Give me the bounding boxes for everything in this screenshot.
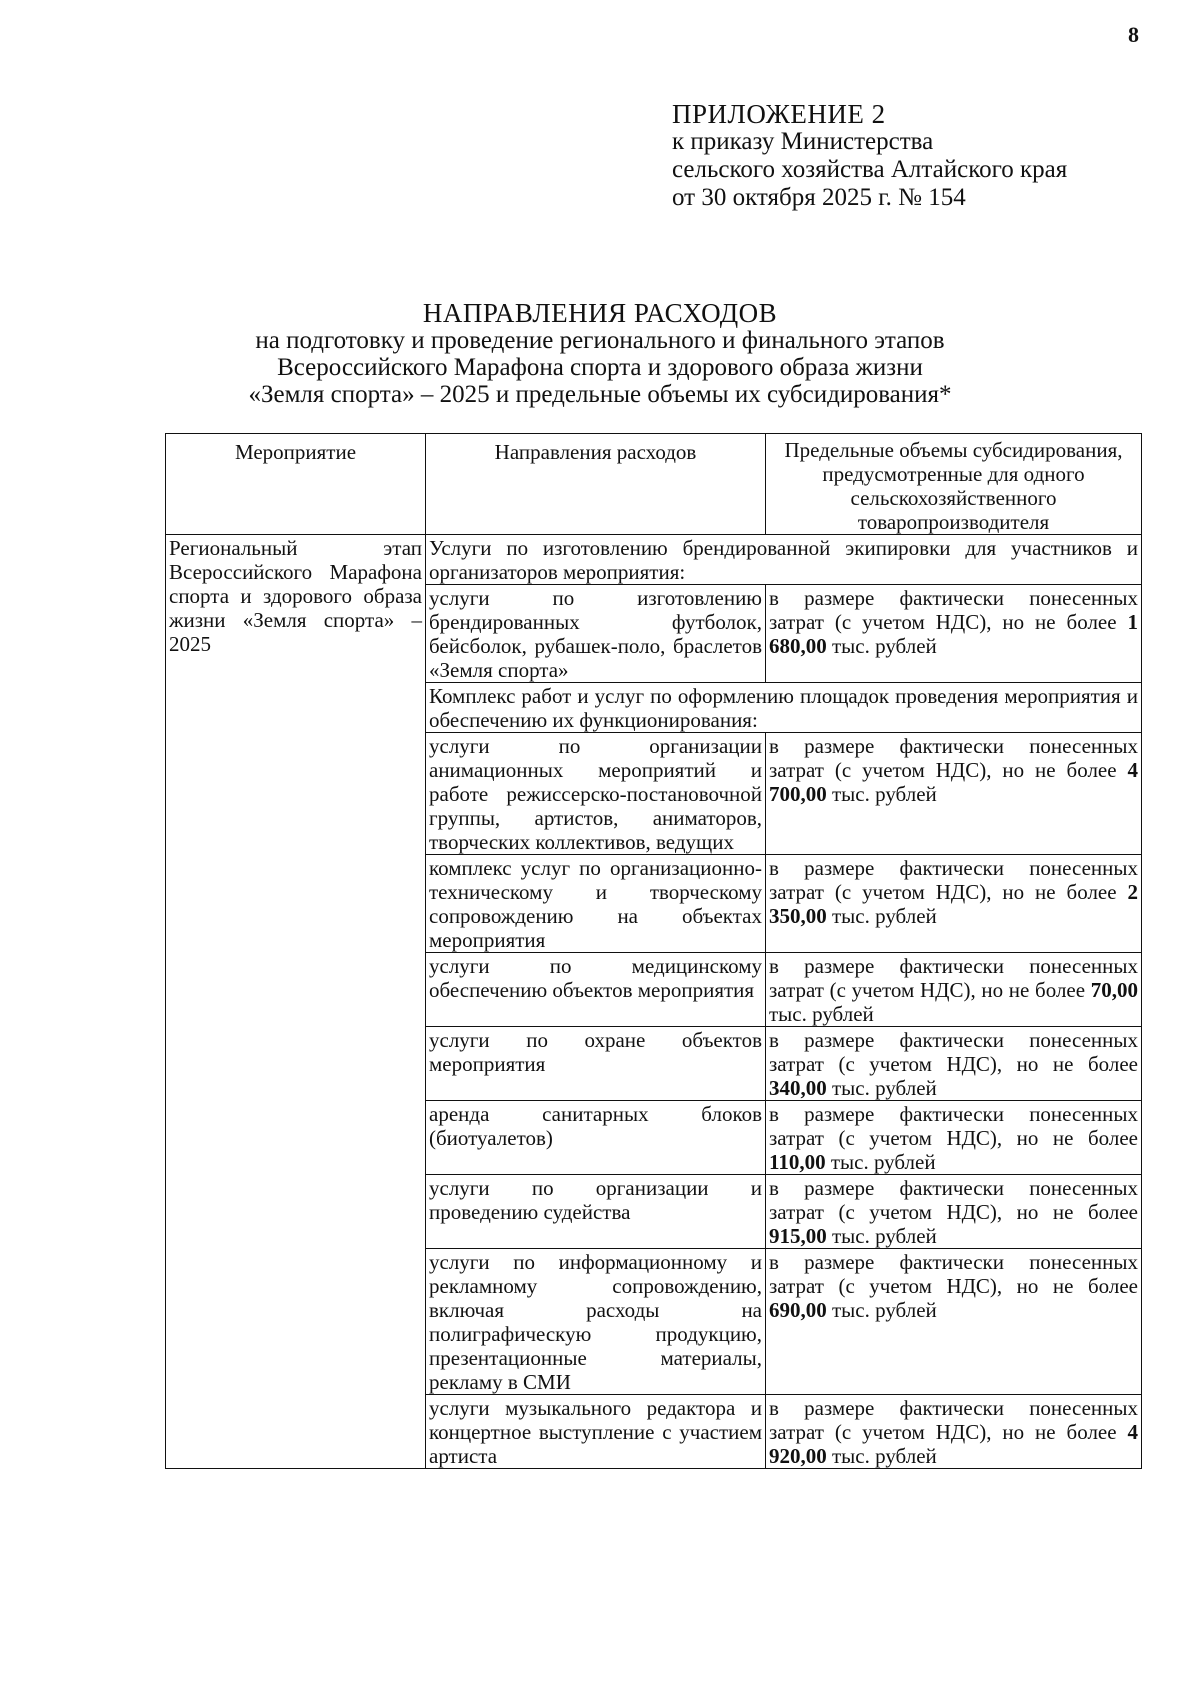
limit-prefix: в размере фактически понесенных затрат (с учетом НДС), но не более xyxy=(769,586,1138,634)
limit-suffix: тыс. рублей xyxy=(832,634,937,658)
service-cell: аренда санитарных блоков (биотуалетов) xyxy=(426,1101,766,1175)
service-cell: услуги по медицинскому обеспечению объектов мероприятия xyxy=(426,953,766,1027)
limit-cell xyxy=(766,1175,1142,1249)
header-direction: Направления расходов xyxy=(426,434,766,535)
limit-prefix: в размере фактически понесенных затрат (с учетом НДС), но не более xyxy=(769,1176,1138,1224)
limit-suffix: тыс. рублей xyxy=(832,1076,937,1100)
heading-line-3: «Земля спорта» – 2025 и предельные объемы их субсидирования* xyxy=(248,381,952,408)
document-heading xyxy=(150,300,1050,408)
limit-prefix: в размере фактически понесенных затрат (с учетом НДС), но не более xyxy=(769,1102,1138,1150)
limit-cell xyxy=(766,1395,1142,1469)
service-cell: услуги по организации и проведению судейства xyxy=(426,1175,766,1249)
limit-prefix: в размере фактически понесенных затрат (с учетом НДС), но не более xyxy=(769,1028,1138,1076)
limit-cell xyxy=(766,733,1142,855)
limit-cell xyxy=(766,953,1142,1027)
group-cell-2: Комплекс работ и услуг по оформлению площадок проведения мероприятия и обеспечению их функционирования: xyxy=(426,683,1142,733)
limit-prefix: в размере фактически понесенных затрат (с учетом НДС), но не более xyxy=(769,856,1138,904)
appendix-line-2: сельского хозяйства Алтайского края xyxy=(672,156,1068,183)
limit-suffix: тыс. рублей xyxy=(832,1444,937,1468)
limit-suffix: тыс. рублей xyxy=(832,782,937,806)
limit-amount: 110,00 xyxy=(769,1150,826,1174)
limit-suffix: тыс. рублей xyxy=(832,1224,937,1248)
limit-suffix: тыс. рублей xyxy=(769,1002,874,1026)
limit-amount: 340,00 xyxy=(769,1076,827,1100)
header-limit: Предельные объемы субсидирования, предусмотренные для одного сельскохозяйственного товаропроизводителя xyxy=(766,434,1142,535)
appendix-line-3: от 30 октября 2025 г. № 154 xyxy=(672,184,966,211)
expenses-table xyxy=(165,433,1142,1469)
event-cell: Региональный этап Всероссийского Марафона спорта и здорового образа жизни «Земля спорта» – 2025 xyxy=(166,535,426,1469)
limit-cell xyxy=(766,1249,1142,1395)
limit-prefix: в размере фактически понесенных затрат (с учетом НДС), но не более xyxy=(769,1396,1138,1444)
service-cell: услуги по организации анимационных мероприятий и работе режиссерско-постановочной группы, артистов, аниматоров, творческих коллективов, ведущих xyxy=(426,733,766,855)
limit-prefix: в размере фактически понесенных затрат (с учетом НДС), но не более xyxy=(769,1250,1138,1298)
limit-suffix: тыс. рублей xyxy=(830,1150,936,1174)
service-cell: услуги музыкального редактора и концертное выступление с участием артиста xyxy=(426,1395,766,1469)
limit-cell xyxy=(766,1101,1142,1175)
heading-line-2: Всероссийского Марафона спорта и здорового образа жизни xyxy=(277,354,923,381)
appendix-header xyxy=(672,100,1067,212)
limit-amount: 1 680,00 xyxy=(769,610,1139,658)
limit-cell xyxy=(766,855,1142,953)
limit-suffix: тыс. рублей xyxy=(832,1298,937,1322)
heading-title: НАПРАВЛЕНИЯ РАСХОДОВ xyxy=(422,298,778,328)
limit-amount: 2 350,00 xyxy=(769,880,1139,928)
appendix-title: ПРИЛОЖЕНИЕ 2 xyxy=(672,99,886,129)
limit-prefix: в размере фактически понесенных затрат (с учетом НДС), но не более xyxy=(769,734,1138,782)
header-event: Мероприятие xyxy=(166,434,426,535)
service-cell: услуги по информационному и рекламному сопровождению, включая расходы на полиграфическую продукцию, презентационные материалы, рекламу в СМИ xyxy=(426,1249,766,1395)
limit-amount: 70,00 xyxy=(1090,978,1139,1002)
heading-line-1: на подготовку и проведение регионального и финального этапов xyxy=(255,327,945,354)
service-cell: комплекс услуг по организационно-техническому и творческому сопровождению на объектах мероприятия xyxy=(426,855,766,953)
limit-cell xyxy=(766,585,1142,683)
service-cell: услуги по изготовлению брендированных футболок, бейсболок, рубашек-поло, браслетов «Земля спорта» xyxy=(426,585,766,683)
service-cell: услуги по охране объектов мероприятия xyxy=(426,1027,766,1101)
limit-amount: 4 700,00 xyxy=(769,758,1139,806)
limit-cell xyxy=(766,1027,1142,1101)
table-header-row xyxy=(166,434,1142,535)
limit-amount: 690,00 xyxy=(769,1298,827,1322)
limit-amount: 915,00 xyxy=(769,1224,827,1248)
appendix-line-1: к приказу Министерства xyxy=(672,128,934,155)
group-row-1 xyxy=(166,535,1142,585)
group-cell-1: Услуги по изготовлению брендированной экипировки для участников и организаторов мероприятия: xyxy=(426,535,1142,585)
limit-prefix: в размере фактически понесенных затрат (с учетом НДС), но не более xyxy=(769,954,1138,1002)
page-number: 8 xyxy=(1128,22,1139,47)
limit-suffix: тыс. рублей xyxy=(832,904,937,928)
limit-amount: 4 920,00 xyxy=(769,1420,1139,1468)
